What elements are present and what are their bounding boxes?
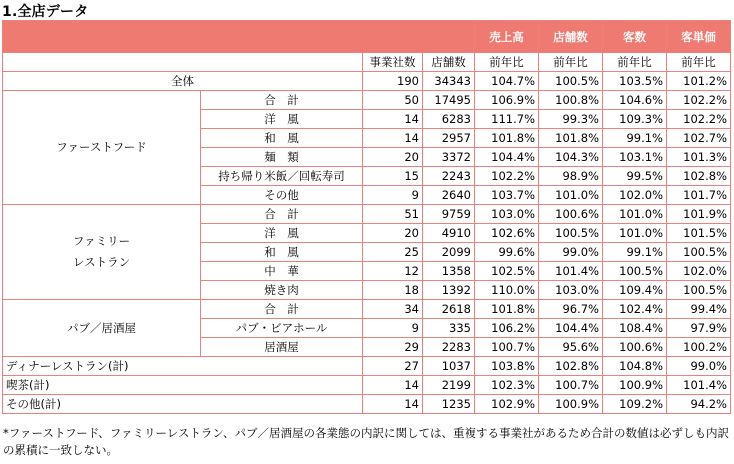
- cell-stores: 17495: [423, 91, 475, 110]
- cell-store-yoy: 103.0%: [539, 281, 603, 300]
- cell-companies: 50: [363, 91, 423, 110]
- category-fast-food: ファーストフード: [3, 91, 201, 205]
- cell-sales: 103.7%: [475, 186, 539, 205]
- cell-unit-price: 100.5%: [667, 281, 731, 300]
- cell-store-yoy: 102.8%: [539, 357, 603, 376]
- subcategory-label: 合 計: [201, 91, 363, 110]
- cell-unit-price: 101.2%: [667, 72, 731, 91]
- subcategory-label: 居酒屋: [201, 338, 363, 357]
- cell-sales: 103.0%: [475, 205, 539, 224]
- table-row: [3, 357, 731, 376]
- cell-customers: 99.5%: [603, 167, 667, 186]
- cell-store-yoy: 100.8%: [539, 91, 603, 110]
- cell-customers: 104.6%: [603, 91, 667, 110]
- cell-store-yoy: 100.5%: [539, 224, 603, 243]
- cell-sales: 111.7%: [475, 110, 539, 129]
- cell-sales: 104.4%: [475, 148, 539, 167]
- cell-unit-price: 94.2%: [667, 395, 731, 414]
- cell-store-yoy: 101.4%: [539, 262, 603, 281]
- table-row: [3, 91, 731, 110]
- cell-stores: 34343: [423, 72, 475, 91]
- cell-unit-price: 101.7%: [667, 186, 731, 205]
- cell-stores: 2640: [423, 186, 475, 205]
- cell-customers: 100.6%: [603, 338, 667, 357]
- cell-companies: 15: [363, 167, 423, 186]
- cell-customers: 103.5%: [603, 72, 667, 91]
- cell-customers: 99.1%: [603, 243, 667, 262]
- cell-store-yoy: 100.5%: [539, 72, 603, 91]
- cell-companies: 34: [363, 300, 423, 319]
- cell-stores: 335: [423, 319, 475, 338]
- header-row: [3, 21, 731, 53]
- cell-stores: 3372: [423, 148, 475, 167]
- cell-unit-price: 102.2%: [667, 91, 731, 110]
- cell-sales: 103.8%: [475, 357, 539, 376]
- header-blank: [3, 21, 475, 53]
- row-label: その他(計): [3, 395, 363, 414]
- table-row: [3, 376, 731, 395]
- footnote: *ファーストフード、ファミリーレストラン、パブ／居酒屋の各業態の内訳に関しては、重複する事業社があるため合計の数値は必ずしも内訳の累積に一致しない。: [3, 426, 729, 457]
- cell-store-yoy: 104.4%: [539, 319, 603, 338]
- cell-companies: 18: [363, 281, 423, 300]
- subcategory-label: 中 華: [201, 262, 363, 281]
- header-customers: 客数: [603, 21, 667, 53]
- cell-stores: 2618: [423, 300, 475, 319]
- cell-companies: 14: [363, 129, 423, 148]
- cell-unit-price: 101.5%: [667, 224, 731, 243]
- subcategory-label: 洋 風: [201, 110, 363, 129]
- cell-unit-price: 101.9%: [667, 205, 731, 224]
- cell-unit-price: 101.3%: [667, 148, 731, 167]
- cell-sales: 100.7%: [475, 338, 539, 357]
- subheader-yoy-customers: 前年比: [603, 53, 667, 72]
- row-label: 全体: [3, 72, 363, 91]
- cell-customers: 101.0%: [603, 205, 667, 224]
- cell-unit-price: 102.2%: [667, 110, 731, 129]
- cell-sales: 102.6%: [475, 224, 539, 243]
- subheader-yoy-sales: 前年比: [475, 53, 539, 72]
- cell-sales: 106.2%: [475, 319, 539, 338]
- cell-store-yoy: 98.9%: [539, 167, 603, 186]
- subcategory-label: 合 計: [201, 300, 363, 319]
- category-line-2: レストラン: [72, 255, 131, 269]
- subcategory-label: パブ・ビアホール: [201, 319, 363, 338]
- header-stores: 店舗数: [539, 21, 603, 53]
- cell-unit-price: 101.4%: [667, 376, 731, 395]
- cell-stores: 2099: [423, 243, 475, 262]
- cell-customers: 99.1%: [603, 129, 667, 148]
- cell-stores: 2283: [423, 338, 475, 357]
- cell-customers: 102.0%: [603, 186, 667, 205]
- cell-stores: 1358: [423, 262, 475, 281]
- subheader-blank: [3, 53, 363, 72]
- cell-stores: 1235: [423, 395, 475, 414]
- cell-customers: 109.2%: [603, 395, 667, 414]
- subcategory-label: 洋 風: [201, 224, 363, 243]
- subcategory-label: 麺 類: [201, 148, 363, 167]
- cell-unit-price: 99.4%: [667, 300, 731, 319]
- cell-sales: 106.9%: [475, 91, 539, 110]
- cell-stores: 2957: [423, 129, 475, 148]
- category-line-1: ファミリー: [72, 234, 131, 248]
- cell-unit-price: 102.0%: [667, 262, 731, 281]
- table-row: [3, 205, 731, 224]
- subheader-row: [3, 53, 731, 72]
- cell-companies: 190: [363, 72, 423, 91]
- cell-companies: 20: [363, 148, 423, 167]
- cell-stores: 1392: [423, 281, 475, 300]
- cell-store-yoy: 101.8%: [539, 129, 603, 148]
- cell-store-yoy: 96.7%: [539, 300, 603, 319]
- cell-stores: 1037: [423, 357, 475, 376]
- header-unit-price: 客単価: [667, 21, 731, 53]
- category-family-restaurant: [3, 205, 201, 300]
- cell-stores: 4910: [423, 224, 475, 243]
- subcategory-label: その他: [201, 186, 363, 205]
- page-title: 1.全店データ: [2, 4, 89, 20]
- cell-stores: 6283: [423, 110, 475, 129]
- cell-companies: 29: [363, 338, 423, 357]
- cell-sales: 110.0%: [475, 281, 539, 300]
- cell-store-yoy: 101.0%: [539, 186, 603, 205]
- cell-store-yoy: 99.3%: [539, 110, 603, 129]
- cell-companies: 14: [363, 395, 423, 414]
- cell-companies: 27: [363, 357, 423, 376]
- cell-unit-price: 99.0%: [667, 357, 731, 376]
- restaurant-data-table: [2, 20, 731, 414]
- cell-sales: 102.5%: [475, 262, 539, 281]
- cell-customers: 100.5%: [603, 262, 667, 281]
- table-row: [3, 395, 731, 414]
- header-sales: 売上高: [475, 21, 539, 53]
- subcategory-label: 和 風: [201, 243, 363, 262]
- subcategory-label: 持ち帰り米飯／回転寿司: [201, 167, 363, 186]
- cell-companies: 9: [363, 186, 423, 205]
- subheader-companies: 事業社数: [363, 53, 423, 72]
- cell-store-yoy: 100.7%: [539, 376, 603, 395]
- cell-sales: 101.8%: [475, 129, 539, 148]
- cell-stores: 9759: [423, 205, 475, 224]
- cell-sales: 102.3%: [475, 376, 539, 395]
- cell-companies: 51: [363, 205, 423, 224]
- subcategory-label: 和 風: [201, 129, 363, 148]
- cell-customers: 103.1%: [603, 148, 667, 167]
- cell-sales: 99.6%: [475, 243, 539, 262]
- subheader-store-count: 店舗数: [423, 53, 475, 72]
- cell-unit-price: 100.2%: [667, 338, 731, 357]
- cell-customers: 109.4%: [603, 281, 667, 300]
- cell-companies: 14: [363, 110, 423, 129]
- cell-store-yoy: 104.3%: [539, 148, 603, 167]
- cell-companies: 12: [363, 262, 423, 281]
- cell-unit-price: 102.7%: [667, 129, 731, 148]
- category-pub-izakaya: パブ／居酒屋: [3, 300, 201, 357]
- cell-store-yoy: 99.0%: [539, 243, 603, 262]
- cell-companies: 9: [363, 319, 423, 338]
- cell-customers: 102.4%: [603, 300, 667, 319]
- cell-sales: 102.2%: [475, 167, 539, 186]
- cell-sales: 104.7%: [475, 72, 539, 91]
- subcategory-label: 合 計: [201, 205, 363, 224]
- cell-store-yoy: 100.6%: [539, 205, 603, 224]
- table-row: [3, 300, 731, 319]
- cell-sales: 101.8%: [475, 300, 539, 319]
- cell-customers: 100.9%: [603, 376, 667, 395]
- cell-companies: 25: [363, 243, 423, 262]
- subcategory-label: 焼き肉: [201, 281, 363, 300]
- cell-customers: 109.3%: [603, 110, 667, 129]
- subheader-yoy-unit-price: 前年比: [667, 53, 731, 72]
- row-label: ディナーレストラン(計): [3, 357, 363, 376]
- subheader-yoy-stores: 前年比: [539, 53, 603, 72]
- cell-store-yoy: 95.6%: [539, 338, 603, 357]
- cell-store-yoy: 100.9%: [539, 395, 603, 414]
- row-label: 喫茶(計): [3, 376, 363, 395]
- cell-stores: 2199: [423, 376, 475, 395]
- cell-stores: 2243: [423, 167, 475, 186]
- cell-customers: 104.8%: [603, 357, 667, 376]
- cell-companies: 14: [363, 376, 423, 395]
- table-row-total: [3, 72, 731, 91]
- cell-companies: 20: [363, 224, 423, 243]
- cell-customers: 101.0%: [603, 224, 667, 243]
- cell-unit-price: 102.8%: [667, 167, 731, 186]
- cell-customers: 108.4%: [603, 319, 667, 338]
- cell-unit-price: 100.5%: [667, 243, 731, 262]
- cell-sales: 102.9%: [475, 395, 539, 414]
- cell-unit-price: 97.9%: [667, 319, 731, 338]
